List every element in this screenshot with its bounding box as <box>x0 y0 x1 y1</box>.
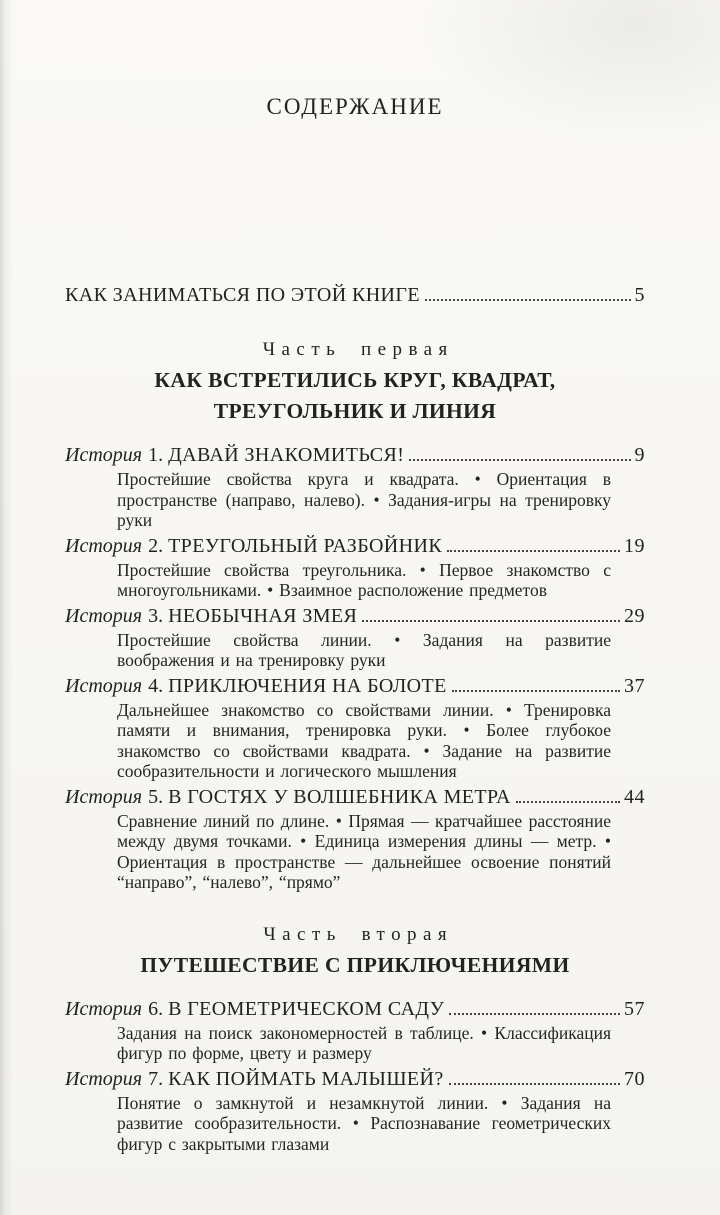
story-number: 3. <box>148 604 164 627</box>
story-number: 6. <box>148 997 164 1020</box>
story-label: История <box>65 785 143 808</box>
dot-leader <box>449 1083 620 1085</box>
entry-title: ТРЕУГОЛЬНЫЙ РАЗБОЙНИК <box>168 534 443 557</box>
story-number: 1. <box>148 444 164 467</box>
entry-heading <box>65 443 645 468</box>
entry-description: Дальнейшее знакомство со свойствами линии. • Тренировка памяти и внимания, тренировка руки. • Более глубокое знакомство со свойствами квадрата. • Задание на развитие сообразительности и логического мышления <box>117 699 611 782</box>
entry-title: ДАВАЙ ЗНАКОМИТЬСЯ! <box>168 444 405 467</box>
dot-leader <box>447 550 620 552</box>
entry-title: НЕОБЫЧНАЯ ЗМЕЯ <box>168 604 358 627</box>
intro-page-number: 5 <box>634 284 645 307</box>
page-title: СОДЕРЖАНИЕ <box>266 94 444 120</box>
entry-heading <box>65 604 645 629</box>
part-entries <box>65 997 645 1155</box>
entry-page-number: 57 <box>624 997 645 1020</box>
dot-leader <box>449 1013 620 1015</box>
entry-heading <box>65 1067 645 1092</box>
toc-entry <box>65 443 645 531</box>
entry-heading <box>65 997 645 1022</box>
entry-description: Простейшие свойства линии. • Задания на развитие воображения и на тренировку руки <box>117 629 611 671</box>
story-label: История <box>65 674 143 697</box>
toc-entry <box>65 534 645 601</box>
entry-title: В ГОСТЯХ У ВОЛШЕБНИКА МЕТРА <box>168 785 511 808</box>
story-label: История <box>65 534 143 557</box>
entry-page-number: 19 <box>624 534 645 557</box>
entry-description: Простейшие свойства треугольника. • Первое знакомство с многоугольниками. • Взаимное расположение предметов <box>117 559 611 601</box>
dot-leader <box>516 801 620 803</box>
entry-description: Простейшие свойства круга и квадрата. • Ориентация в пространстве (направо, налево). • Задания-игры на тренировку руки <box>117 469 611 531</box>
toc-entry <box>65 604 645 671</box>
entry-title: В ГЕОМЕТРИЧЕСКОМ САДУ <box>168 997 445 1020</box>
part-label: Часть вторая <box>263 923 454 945</box>
toc-entry <box>65 997 645 1064</box>
entry-page-number: 9 <box>634 444 645 467</box>
part-title <box>65 365 645 427</box>
toc-entry-intro <box>65 283 645 308</box>
part-title-line: ТРЕУГОЛЬНИК И ЛИНИЯ <box>213 399 497 424</box>
story-label: История <box>65 997 143 1020</box>
toc-entry <box>65 1067 645 1155</box>
entry-description: Задания на поиск закономерностей в таблице. • Классификация фигур по форме, цвету и размеру <box>117 1022 611 1064</box>
dot-leader <box>362 620 620 622</box>
dot-leader <box>425 299 631 301</box>
toc-entry <box>65 674 645 782</box>
dot-leader <box>452 690 620 692</box>
part-label: Часть первая <box>262 339 454 361</box>
entry-description: Сравнение линий по длине. • Прямая — кратчайшее расстояние между двумя точками. • Единица измерения длины — метр. • Ориентация в пространстве — дальнейшее освоение понятий “направо”, “налево”, “прямо” <box>117 810 611 893</box>
entry-description: Понятие о замкнутой и незамкнутой линии. • Задания на развитие сообразительности. • Распознавание геометрических фигур с закрытыми глазами <box>117 1092 611 1154</box>
entry-heading <box>65 785 645 810</box>
dot-leader <box>409 459 630 461</box>
story-label: История <box>65 1067 143 1090</box>
toc-part <box>65 923 645 1155</box>
story-number: 2. <box>148 534 164 557</box>
part-entries <box>65 443 645 893</box>
entry-title: ПРИКЛЮЧЕНИЯ НА БОЛОТЕ <box>168 674 447 697</box>
toc-parts <box>65 338 645 1154</box>
toc-entry <box>65 785 645 893</box>
entry-page-number: 44 <box>624 785 645 808</box>
entry-heading <box>65 534 645 559</box>
story-number: 7. <box>148 1067 164 1090</box>
entry-page-number: 70 <box>624 1067 645 1090</box>
part-title-line: КАК ВСТРЕТИЛИСЬ КРУГ, КВАДРАТ, <box>154 368 556 393</box>
entry-heading <box>65 674 645 699</box>
intro-entry-label: КАК ЗАНИМАТЬСЯ ПО ЭТОЙ КНИГЕ <box>65 284 420 307</box>
entry-title: КАК ПОЙМАТЬ МАЛЫШЕЙ? <box>168 1067 444 1090</box>
story-label: История <box>65 604 143 627</box>
story-label: История <box>65 444 143 467</box>
story-number: 4. <box>148 674 164 697</box>
entry-page-number: 29 <box>624 604 645 627</box>
part-title <box>65 950 645 981</box>
toc-part <box>65 338 645 893</box>
story-number: 5. <box>148 785 164 808</box>
part-title-line: ПУТЕШЕСТВИЕ С ПРИКЛЮЧЕНИЯМИ <box>140 952 570 977</box>
entry-page-number: 37 <box>624 674 645 697</box>
